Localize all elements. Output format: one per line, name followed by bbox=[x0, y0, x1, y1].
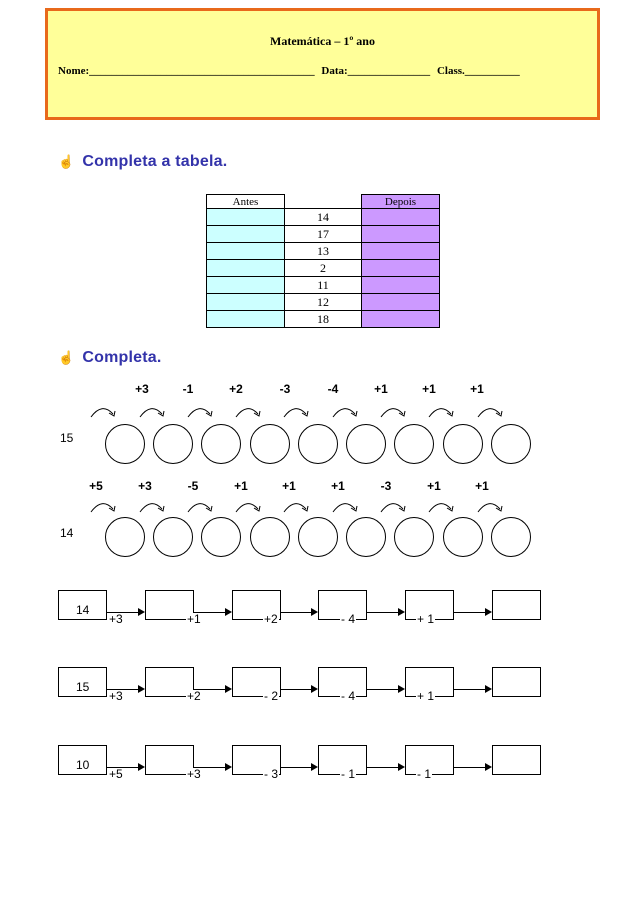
pointing-hand-icon: ☝ bbox=[58, 350, 75, 365]
chain-arrow-line bbox=[281, 612, 311, 613]
arrow-right-icon bbox=[485, 763, 492, 771]
curved-arrow-icon bbox=[475, 404, 505, 420]
depois-cell[interactable] bbox=[362, 277, 440, 294]
curved-arrow-icon bbox=[378, 404, 408, 420]
answer-circle[interactable] bbox=[298, 517, 338, 557]
arrow-right-icon bbox=[485, 608, 492, 616]
chain-start-box bbox=[58, 667, 107, 697]
table-row bbox=[207, 209, 440, 226]
arrow-right-icon bbox=[138, 685, 145, 693]
header-blank bbox=[285, 195, 362, 209]
operation-label: +3 bbox=[138, 479, 152, 493]
operation-label: -3 bbox=[279, 382, 291, 396]
chain-operation-label: +2 bbox=[187, 689, 201, 703]
operation-label: -4 bbox=[327, 382, 339, 396]
chain-operation-label: +2 bbox=[264, 612, 278, 626]
answer-circle[interactable] bbox=[394, 517, 434, 557]
operation-label: +1 bbox=[234, 479, 248, 493]
antes-cell[interactable] bbox=[207, 311, 285, 328]
answer-circle[interactable] bbox=[491, 424, 531, 464]
answer-circle[interactable] bbox=[298, 424, 338, 464]
chain-arrow-line bbox=[367, 612, 398, 613]
chain-operation-label: - 1 bbox=[417, 767, 432, 781]
pointing-hand-icon: ☝ bbox=[58, 154, 75, 169]
curved-arrow-icon bbox=[88, 499, 118, 515]
operation-label: +1 bbox=[475, 479, 489, 493]
answer-circle[interactable] bbox=[201, 424, 241, 464]
chain-operation-label: +3 bbox=[187, 767, 201, 781]
arrow-right-icon bbox=[225, 608, 232, 616]
worksheet-title: Matemática – 1º ano bbox=[270, 34, 375, 48]
antes-cell[interactable] bbox=[207, 243, 285, 260]
operation-label: +3 bbox=[135, 382, 149, 396]
answer-circle[interactable] bbox=[250, 517, 290, 557]
arrow-right-icon bbox=[225, 685, 232, 693]
sequence-start-number: 15 bbox=[60, 431, 74, 445]
operation-label: +2 bbox=[229, 382, 243, 396]
antes-cell[interactable] bbox=[207, 260, 285, 277]
answer-circle[interactable] bbox=[443, 517, 483, 557]
section-heading-table bbox=[58, 153, 227, 171]
antes-depois-table bbox=[206, 194, 440, 328]
answer-circle[interactable] bbox=[443, 424, 483, 464]
chain-arrow-line bbox=[367, 689, 398, 690]
depois-cell[interactable] bbox=[362, 243, 440, 260]
chain-arrow-line bbox=[367, 767, 398, 768]
date-field[interactable]: Data:_______________ bbox=[321, 65, 431, 77]
number-cell: 12 bbox=[285, 294, 362, 311]
curved-arrow-icon bbox=[475, 499, 505, 515]
operation-label: +1 bbox=[374, 382, 388, 396]
table-row bbox=[207, 226, 440, 243]
curved-arrow-icon bbox=[88, 404, 118, 420]
answer-circle[interactable] bbox=[346, 517, 386, 557]
chain-start-box bbox=[58, 745, 107, 775]
sequence-start-number: 14 bbox=[60, 526, 74, 540]
operation-label: +1 bbox=[470, 382, 484, 396]
chain-arrow-line bbox=[454, 689, 485, 690]
number-cell: 14 bbox=[285, 209, 362, 226]
chain-arrow-line bbox=[281, 689, 311, 690]
curved-arrow-icon bbox=[137, 404, 167, 420]
number-cell: 2 bbox=[285, 260, 362, 277]
arrow-right-icon bbox=[398, 763, 405, 771]
chain-arrow-line bbox=[454, 612, 485, 613]
arrow-right-icon bbox=[311, 685, 318, 693]
table-row bbox=[207, 243, 440, 260]
name-field[interactable]: Nome:_________________________________________ bbox=[58, 65, 315, 77]
chain-start-number: 10 bbox=[76, 758, 90, 772]
chain-operation-label: + 1 bbox=[417, 612, 435, 626]
arrow-right-icon bbox=[225, 763, 232, 771]
depois-cell[interactable] bbox=[362, 311, 440, 328]
curved-arrow-icon bbox=[185, 404, 215, 420]
section-heading-complete bbox=[58, 349, 162, 367]
chain-start-number: 15 bbox=[76, 680, 90, 694]
answer-circle[interactable] bbox=[491, 517, 531, 557]
number-cell: 11 bbox=[285, 277, 362, 294]
arrow-right-icon bbox=[311, 608, 318, 616]
arrow-right-icon bbox=[398, 608, 405, 616]
operation-label: +1 bbox=[427, 479, 441, 493]
answer-circle[interactable] bbox=[105, 424, 145, 464]
curved-arrow-icon bbox=[185, 499, 215, 515]
chain-answer-box[interactable] bbox=[492, 590, 541, 620]
depois-cell[interactable] bbox=[362, 226, 440, 243]
answer-circle[interactable] bbox=[250, 424, 290, 464]
arrow-right-icon bbox=[138, 763, 145, 771]
arrow-right-icon bbox=[138, 608, 145, 616]
chain-start-number: 14 bbox=[76, 603, 90, 617]
chain-operation-label: - 1 bbox=[341, 767, 356, 781]
arrow-right-icon bbox=[311, 763, 318, 771]
table-row bbox=[207, 277, 440, 294]
table-row bbox=[207, 260, 440, 277]
chain-operation-label: +3 bbox=[109, 689, 123, 703]
section-heading-text: Completa. bbox=[82, 349, 162, 366]
chain-operation-label: - 4 bbox=[341, 612, 356, 626]
curved-arrow-icon bbox=[378, 499, 408, 515]
chain-answer-box[interactable] bbox=[492, 667, 541, 697]
operation-label: +5 bbox=[89, 479, 103, 493]
chain-operation-label: +3 bbox=[109, 612, 123, 626]
class-field[interactable]: Class.__________ bbox=[436, 65, 520, 77]
curved-arrow-icon bbox=[233, 499, 263, 515]
curved-arrow-icon bbox=[233, 404, 263, 420]
curved-arrow-icon bbox=[426, 499, 456, 515]
section-heading-text: Completa a tabela. bbox=[82, 153, 228, 170]
antes-cell[interactable] bbox=[207, 209, 285, 226]
arrow-right-icon bbox=[485, 685, 492, 693]
curved-arrow-icon bbox=[281, 499, 311, 515]
chain-operation-label: - 4 bbox=[341, 689, 356, 703]
header-depois: Depois bbox=[362, 195, 440, 209]
depois-cell[interactable] bbox=[362, 294, 440, 311]
answer-circle[interactable] bbox=[105, 517, 145, 557]
chain-operation-label: - 2 bbox=[264, 689, 279, 703]
table-row bbox=[207, 311, 440, 328]
table-row bbox=[207, 294, 440, 311]
depois-cell[interactable] bbox=[362, 260, 440, 277]
number-cell: 13 bbox=[285, 243, 362, 260]
antes-cell[interactable] bbox=[207, 294, 285, 311]
chain-answer-box[interactable] bbox=[492, 745, 541, 775]
curved-arrow-icon bbox=[330, 499, 360, 515]
operation-label: +1 bbox=[331, 479, 345, 493]
chain-start-box bbox=[58, 590, 107, 620]
chain-operation-label: + 1 bbox=[417, 689, 435, 703]
antes-cell[interactable] bbox=[207, 226, 285, 243]
curved-arrow-icon bbox=[281, 404, 311, 420]
number-cell: 17 bbox=[285, 226, 362, 243]
number-cell: 18 bbox=[285, 311, 362, 328]
table-header-row bbox=[207, 195, 440, 209]
arrow-right-icon bbox=[398, 685, 405, 693]
answer-circle[interactable] bbox=[201, 517, 241, 557]
chain-operation-label: - 3 bbox=[264, 767, 279, 781]
answer-circle[interactable] bbox=[346, 424, 386, 464]
answer-circle[interactable] bbox=[394, 424, 434, 464]
chain-arrow-line bbox=[281, 767, 311, 768]
curved-arrow-icon bbox=[137, 499, 167, 515]
operation-label: +1 bbox=[282, 479, 296, 493]
operation-label: -1 bbox=[182, 382, 194, 396]
answer-circle[interactable] bbox=[153, 517, 193, 557]
operation-label: +1 bbox=[422, 382, 436, 396]
header-box bbox=[45, 8, 600, 120]
operation-label: -3 bbox=[380, 479, 392, 493]
answer-circle[interactable] bbox=[153, 424, 193, 464]
chain-operation-label: +1 bbox=[187, 612, 201, 626]
curved-arrow-icon bbox=[330, 404, 360, 420]
chain-arrow-line bbox=[454, 767, 485, 768]
chain-operation-label: +5 bbox=[109, 767, 123, 781]
student-fields bbox=[58, 65, 524, 77]
operation-label: -5 bbox=[187, 479, 199, 493]
antes-cell[interactable] bbox=[207, 277, 285, 294]
curved-arrow-icon bbox=[426, 404, 456, 420]
depois-cell[interactable] bbox=[362, 209, 440, 226]
header-antes: Antes bbox=[207, 195, 285, 209]
